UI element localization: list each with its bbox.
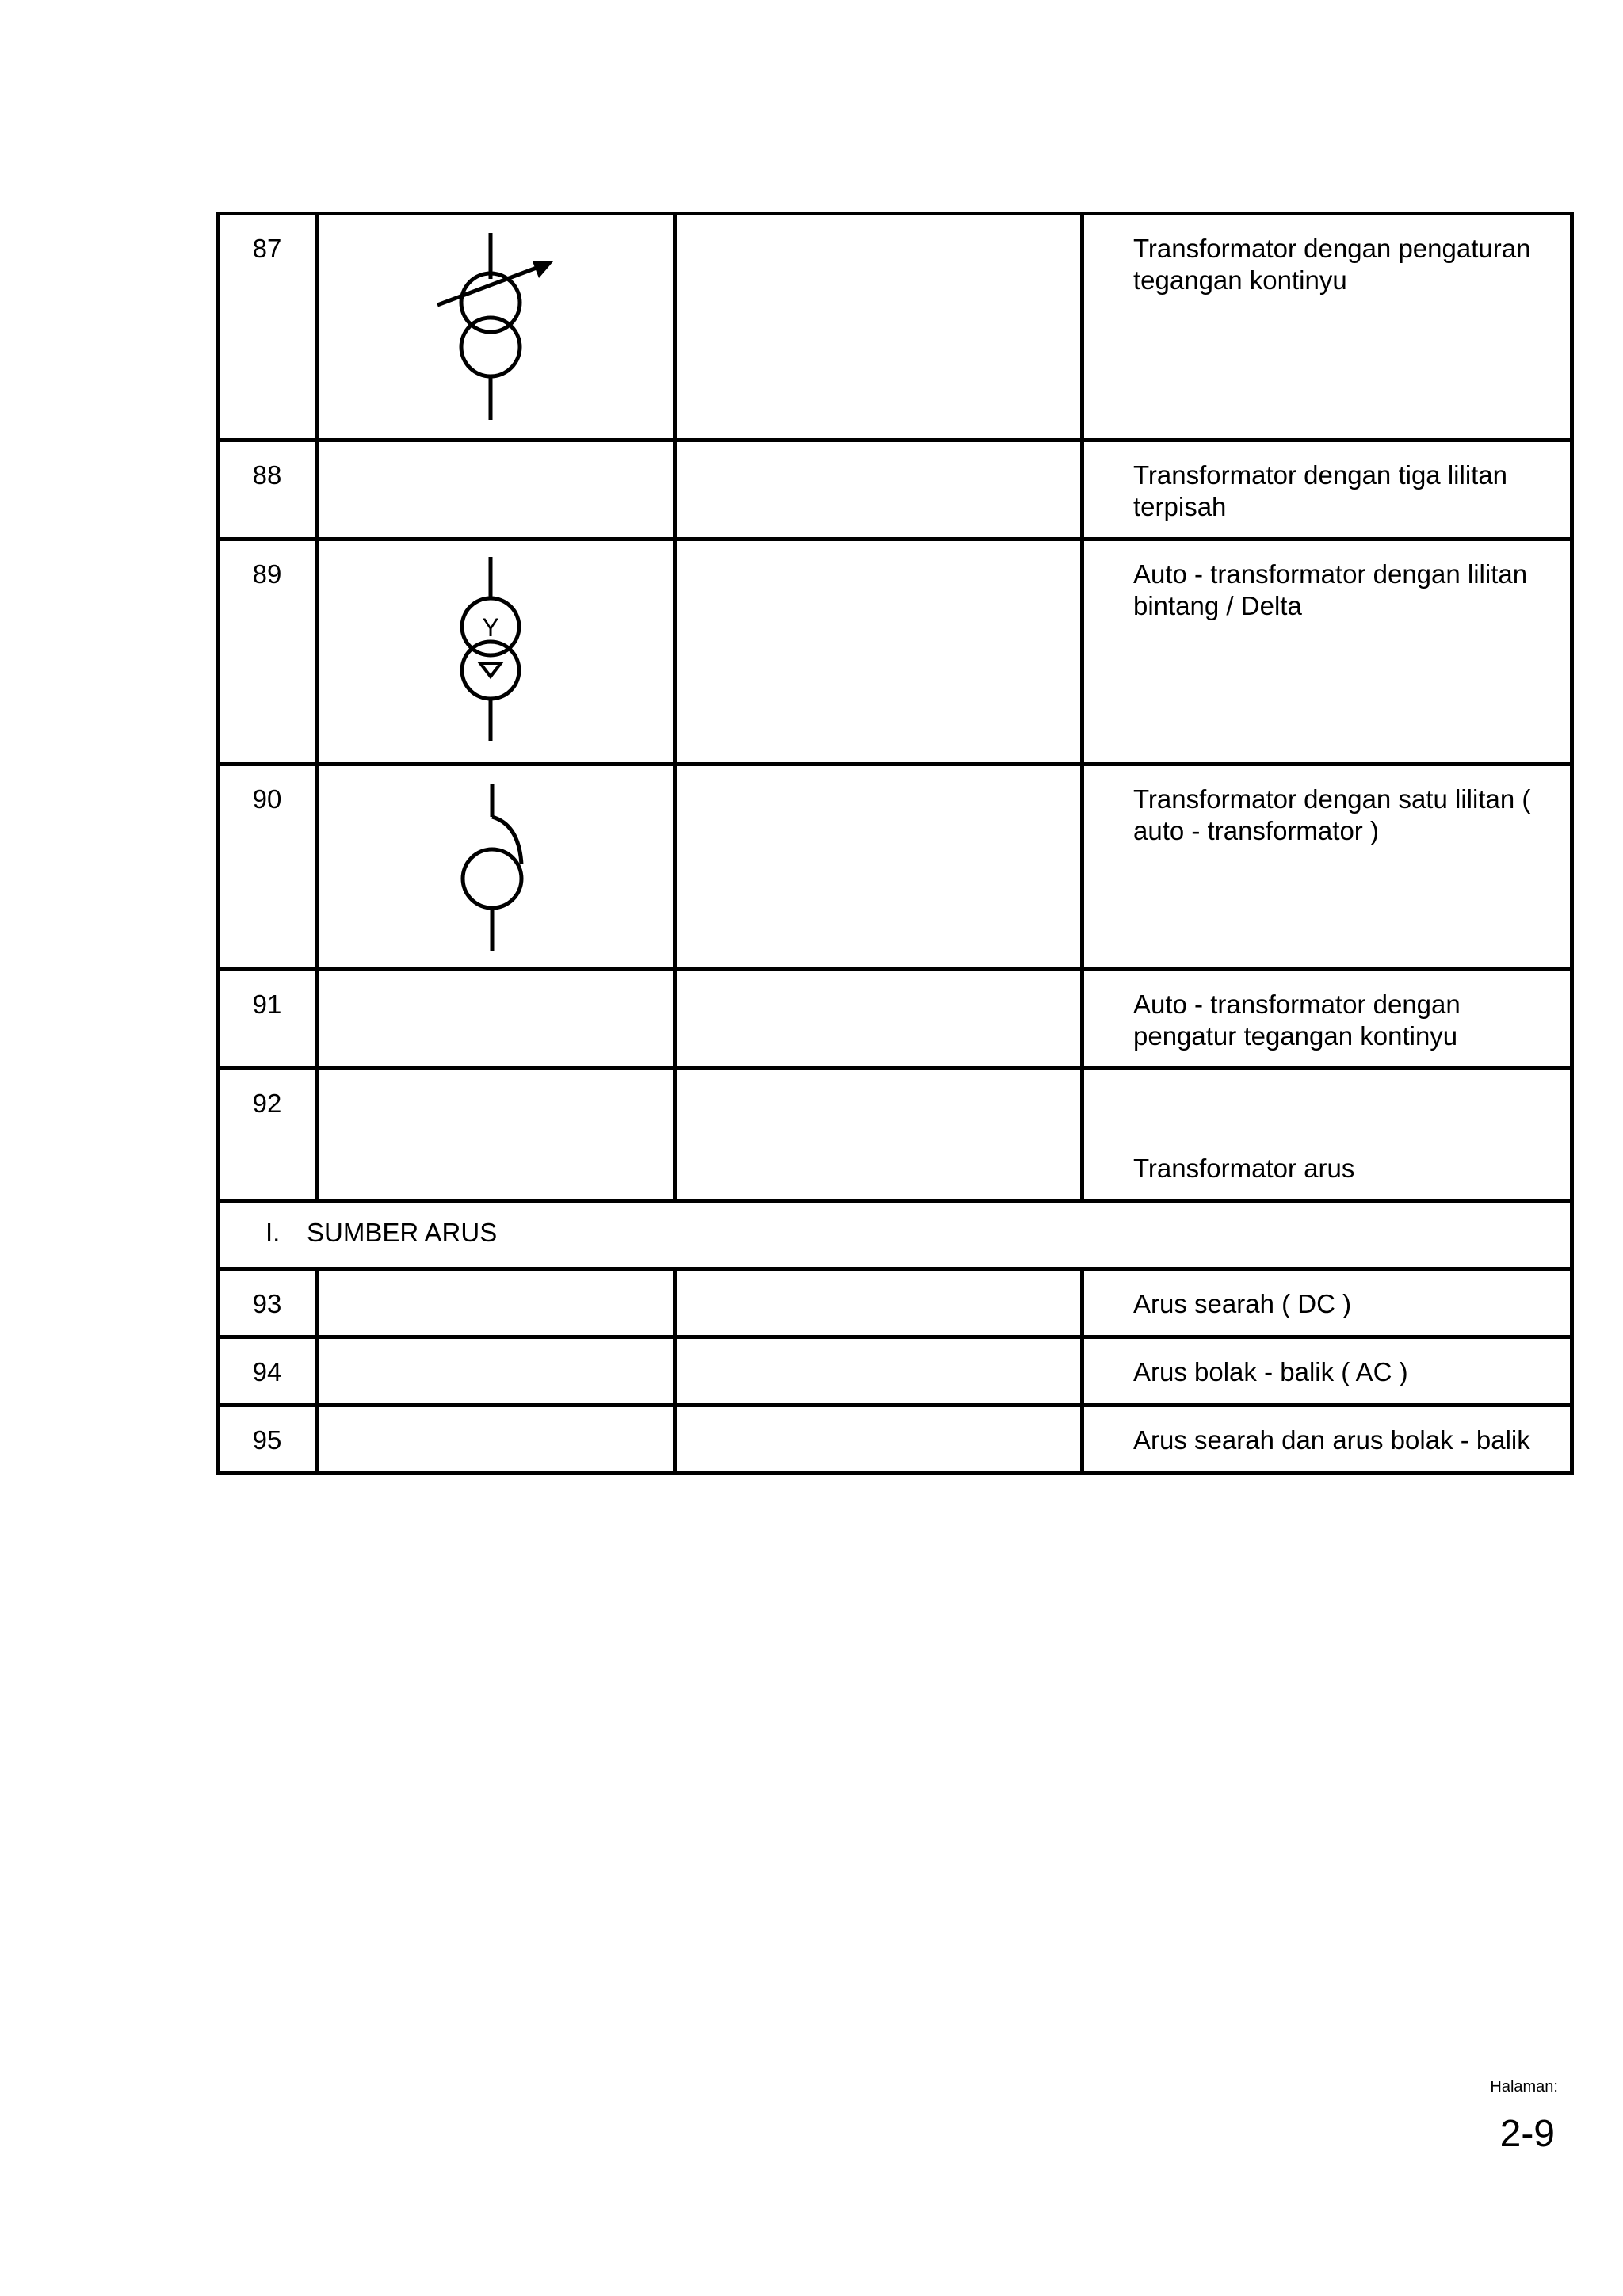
symbol-cell bbox=[317, 540, 675, 765]
table-row bbox=[218, 540, 1572, 765]
section-header-row bbox=[218, 1201, 1572, 1269]
auto-transformer-icon bbox=[319, 766, 677, 967]
section-header bbox=[218, 1201, 1572, 1269]
table-row bbox=[218, 1069, 1572, 1201]
symbol-cell bbox=[317, 1069, 675, 1201]
blank-cell bbox=[675, 214, 1083, 441]
row-number: 95 bbox=[218, 1405, 317, 1474]
description: Transformator dengan satu lilitan ( auto - transformator ) bbox=[1083, 765, 1572, 970]
delta-winding-icon bbox=[480, 663, 501, 677]
symbol-cell bbox=[317, 441, 675, 540]
blank-cell bbox=[675, 540, 1083, 765]
table-row bbox=[218, 1269, 1572, 1337]
page-label: Halaman: bbox=[1490, 2078, 1558, 2096]
description: Arus searah ( DC ) bbox=[1083, 1269, 1572, 1337]
table-row bbox=[218, 1405, 1572, 1474]
blank-cell bbox=[675, 1405, 1083, 1474]
section-label: I. bbox=[265, 1218, 281, 1247]
table-row bbox=[218, 1337, 1572, 1405]
description: Arus searah dan arus bolak - balik bbox=[1083, 1405, 1572, 1474]
row-number: 89 bbox=[218, 540, 317, 765]
symbol-cell bbox=[317, 1405, 675, 1474]
blank-cell bbox=[675, 441, 1083, 540]
description: Transformator dengan tiga lilitan terpisah bbox=[1083, 441, 1572, 540]
row-number: 94 bbox=[218, 1337, 317, 1405]
symbol-table bbox=[216, 212, 1574, 1475]
symbol-cell bbox=[317, 970, 675, 1069]
row-number: 90 bbox=[218, 765, 317, 970]
row-number: 88 bbox=[218, 441, 317, 540]
blank-cell bbox=[675, 970, 1083, 1069]
description: Auto - transformator dengan pengatur tegangan kontinyu bbox=[1083, 970, 1572, 1069]
description: Transformator dengan pengaturan tegangan kontinyu bbox=[1083, 214, 1572, 441]
description: Arus bolak - balik ( AC ) bbox=[1083, 1337, 1572, 1405]
symbol-cell bbox=[317, 1269, 675, 1337]
star-delta-transformer-icon bbox=[319, 541, 677, 762]
symbol-cell bbox=[317, 1337, 675, 1405]
row-number: 93 bbox=[218, 1269, 317, 1337]
description: Transformator arus bbox=[1083, 1069, 1572, 1201]
table-row bbox=[218, 970, 1572, 1069]
row-number: 87 bbox=[218, 214, 317, 441]
table-row bbox=[218, 441, 1572, 540]
description: Auto - transformator dengan lilitan bintang / Delta bbox=[1083, 540, 1572, 765]
blank-cell bbox=[675, 1269, 1083, 1337]
blank-cell bbox=[675, 1337, 1083, 1405]
row-number: 91 bbox=[218, 970, 317, 1069]
table-row bbox=[218, 765, 1572, 970]
symbol-cell bbox=[317, 214, 675, 441]
page-number: 2-9 bbox=[1499, 2113, 1555, 2155]
section-title: SUMBER ARUS bbox=[307, 1218, 498, 1247]
blank-cell bbox=[675, 765, 1083, 970]
symbol-cell bbox=[317, 765, 675, 970]
table-row bbox=[218, 214, 1572, 441]
row-number: 92 bbox=[218, 1069, 317, 1201]
variable-transformer-icon bbox=[319, 215, 677, 438]
star-winding-label: Y bbox=[482, 613, 499, 642]
blank-cell bbox=[675, 1069, 1083, 1201]
